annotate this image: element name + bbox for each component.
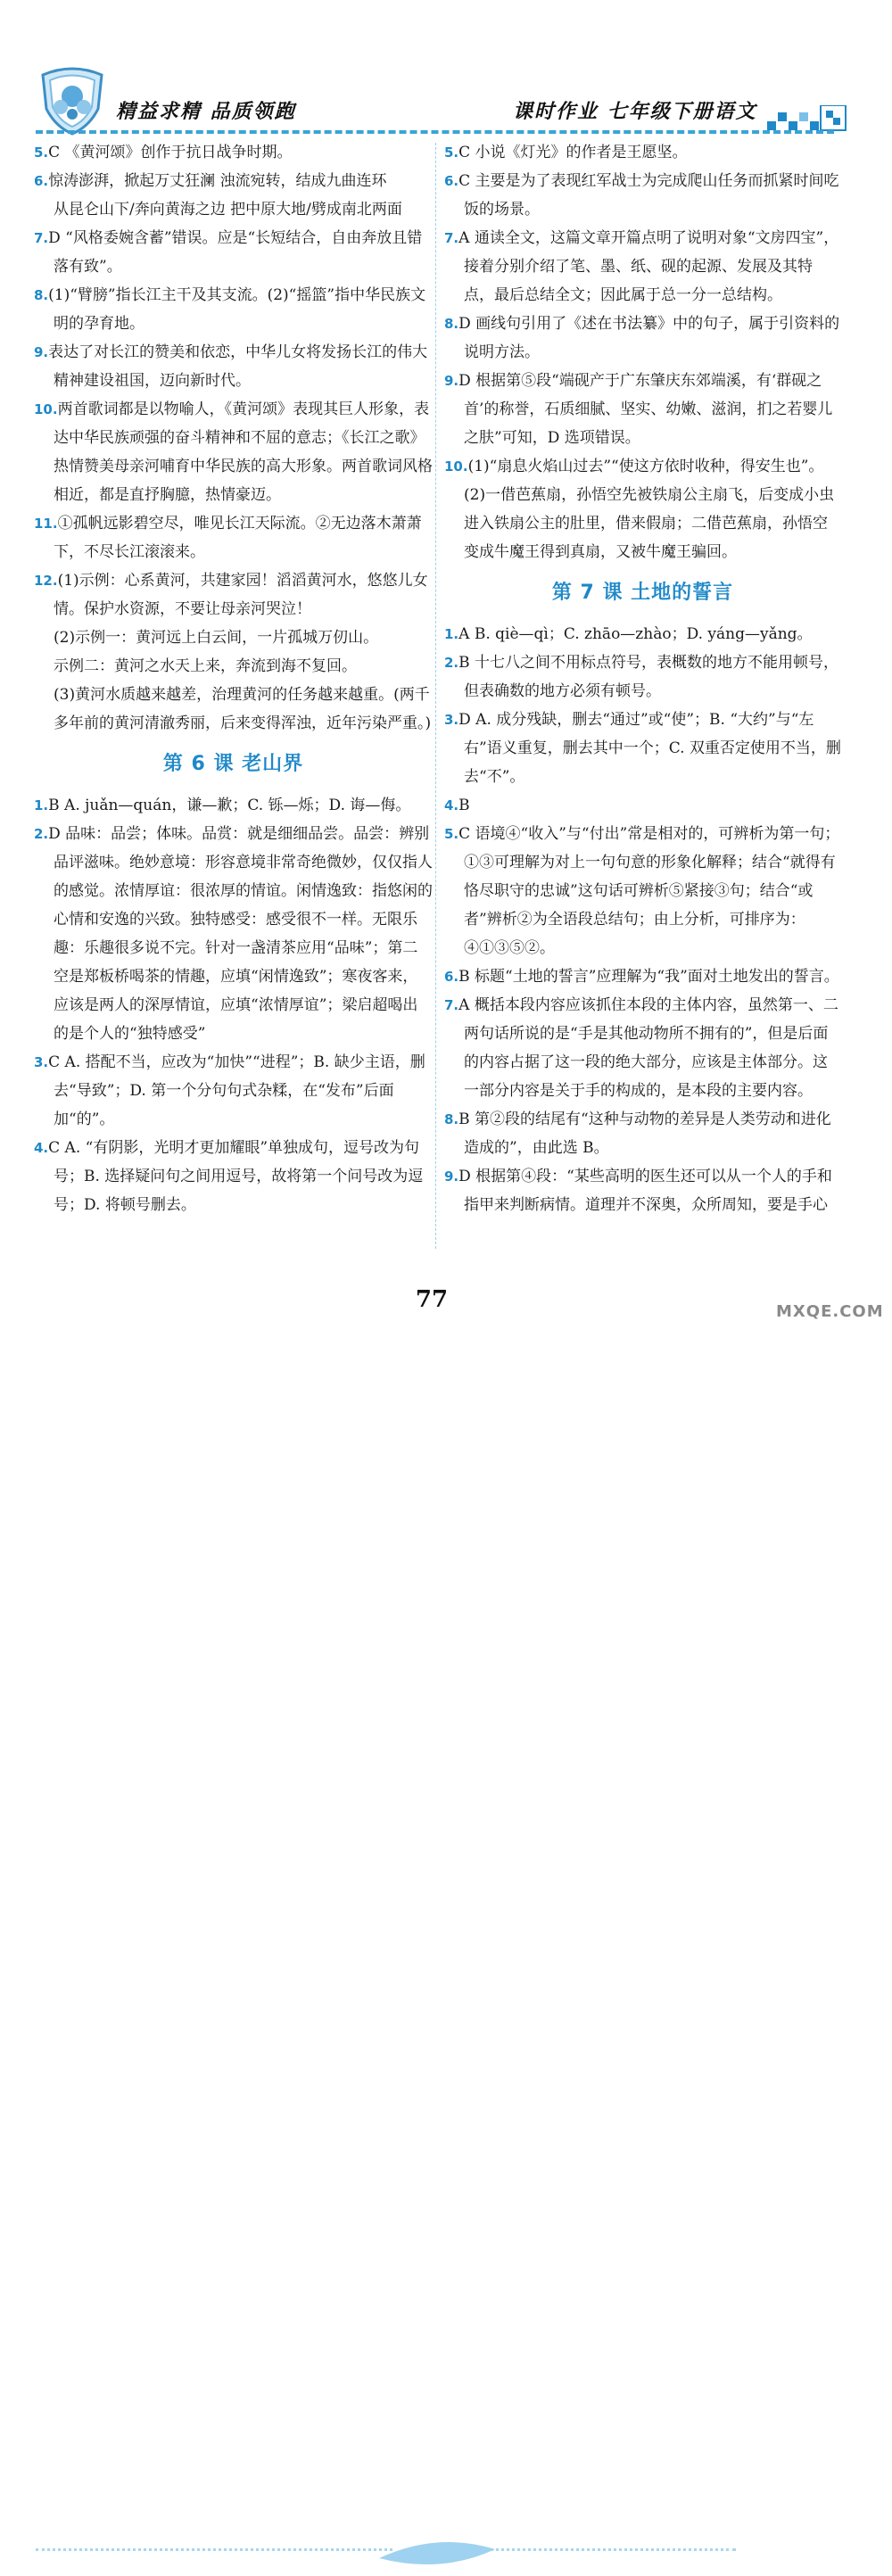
answer-text: A B. qiè—qì；C. zhāo—zhào；D. yáng—yǎng。 xyxy=(458,625,813,643)
answer-text: B 标题“土地的誓言”应理解为“我”面对土地发出的誓言。 xyxy=(458,968,839,986)
answer-item xyxy=(34,224,433,281)
answer-text: 两首歌词都是以物喻人，《黄河颂》表现其巨人形象，表达中华民族顽强的奋斗精神和不屈的意志；《长江之歌》热情赞美母亲河哺育中华民族的高大形象。两首歌词风格相近，都是直抒胸臆，热情豪迈。 xyxy=(54,400,433,504)
answer-item xyxy=(444,167,841,224)
question-number: 12. xyxy=(34,573,58,589)
answer-text: B A. juǎn—quán，谦—歉；C. 铄—烁；D. 诲—侮。 xyxy=(48,797,411,814)
answer-text: 惊涛澎湃，掀起万丈狂澜 浊流宛转，结成九曲连环 xyxy=(48,172,387,190)
answer-item xyxy=(444,138,841,167)
question-number: 3. xyxy=(444,712,459,728)
column-divider xyxy=(435,143,436,1249)
question-number: 5. xyxy=(34,144,49,161)
answer-text: C 小说《灯光》的作者是王愿坚。 xyxy=(458,144,688,161)
right-column xyxy=(444,138,841,1219)
question-number: 3. xyxy=(34,1054,49,1070)
question-number: 4. xyxy=(444,797,459,813)
page-header xyxy=(0,0,892,143)
answer-text: D “风格委婉含蓄”错误。应是“长短结合，自由奔放且错落有致”。 xyxy=(48,229,423,276)
answer-text: D 品味：品尝；体味。品赏：就是细细品尝。品尝：辨别品评滋味。绝妙意境：形容意境非常奇绝微妙，仅仅指人的感觉。浓情厚谊：很浓厚的情谊。闲情逸致：指悠闲的心情和安逸的兴致。独特感受：感受很不一样。无限乐趣：乐趣很多说不完。针对一盏清茶应用“品味”；第二空是郑板桥喝茶的情趣，应填“闲情逸致”；寒夜客来，应该是两人的深厚情谊，应填“浓情厚谊”；梁启超喝出的是个人的“独特感受” xyxy=(48,825,433,1043)
answer-item xyxy=(444,452,841,481)
footer-stripe-left xyxy=(36,2548,392,2562)
answer-item xyxy=(34,395,433,509)
question-number: 6. xyxy=(444,969,459,985)
question-number: 8. xyxy=(444,316,459,332)
answer-text: A 概括本段内容应该抓住本段的主体内容，虽然第一、二两句话所说的是“手是其他动物所不拥有的”，但是后面的内容占据了这一段的绝大部分，应该是主体部分。这一部分内容是关于手的构成的，是本段的主要内容。 xyxy=(458,996,838,1100)
question-number: 10. xyxy=(444,458,468,475)
question-number: 5. xyxy=(444,826,459,842)
answer-text: (1)示例：心系黄河，共建家园！滔滔黄河水，悠悠儿女情。保护水资源，不要让母亲河哭泣！ xyxy=(54,572,428,618)
answer-item xyxy=(444,1105,841,1162)
question-number: 7. xyxy=(444,997,459,1013)
watermark-text: MXQE.COM xyxy=(776,1302,884,1321)
answer-item xyxy=(34,1048,433,1134)
answer-text: D A. 成分残缺，删去“通过”或“使”；B. “大约”与“左右”语义重复，删去其中一个；C. 双重否定使用不当，删去“不”。 xyxy=(458,711,841,786)
answer-item xyxy=(34,509,433,566)
left-column xyxy=(34,138,433,1219)
answer-text: D 根据第④段：“某些高明的医生还可以从一个人的手和指甲来判断病情。道理并不深奥，众所周知，要是手心 xyxy=(458,1168,832,1214)
book-title: 课时作业 七年级下册语文 xyxy=(513,100,757,123)
answer-text: (1)“臂膀”指长江主干及其支流。(2)“摇篮”指中华民族文明的孕育地。 xyxy=(48,286,426,333)
question-number: 5. xyxy=(444,144,459,161)
answer-item xyxy=(444,620,841,648)
answer-item xyxy=(444,224,841,310)
answer-continuation xyxy=(444,481,841,566)
page-number-swoosh-icon xyxy=(375,2531,500,2576)
answer-item xyxy=(34,791,433,820)
answer-text: 从昆仑山下/奔向黄海之边 把中原大地/劈成南北两面 xyxy=(54,201,402,219)
question-number: 1. xyxy=(34,797,49,813)
answer-item xyxy=(444,1162,841,1219)
question-number: 6. xyxy=(444,173,459,189)
question-number: 8. xyxy=(34,287,49,303)
answer-continuation xyxy=(34,652,433,681)
answer-item xyxy=(444,310,841,367)
question-number: 7. xyxy=(34,230,49,246)
answer-item xyxy=(444,706,841,791)
question-number: 11. xyxy=(34,516,58,532)
answer-text: D 根据第⑤段“端砚产于广东肇庆东郊端溪，有‘群砚之首’的称誉，石质细腻、坚实、幼嫩、滋润，扪之若婴儿之肤”可知，D 选项错误。 xyxy=(458,372,833,447)
answer-item xyxy=(34,820,433,1048)
answer-text: B 十七八之间不用标点符号，表概数的地方不能用顿号，但表确数的地方必须有顿号。 xyxy=(458,654,839,700)
school-shield-icon xyxy=(36,62,109,136)
question-number: 4. xyxy=(34,1140,49,1156)
question-number: 6. xyxy=(34,173,49,189)
question-number: 7. xyxy=(444,230,459,246)
answer-item xyxy=(34,167,433,195)
answer-item xyxy=(34,281,433,338)
answer-text: (2)示例一：黄河远上白云间，一片孤城万仞山。 xyxy=(54,629,379,647)
header-rule xyxy=(36,130,834,137)
answer-text: 表达了对长江的赞美和依恋，中华儿女将发扬长江的伟大精神建设祖国，迈向新时代。 xyxy=(48,343,428,390)
answer-item xyxy=(444,820,841,962)
answer-text: ①孤帆远影碧空尽，唯见长江天际流。②无边落木萧萧下，不尽长江滚滚来。 xyxy=(54,515,422,561)
question-number: 9. xyxy=(444,1168,459,1185)
answer-item xyxy=(34,338,433,395)
answer-continuation xyxy=(34,623,433,652)
answer-continuation xyxy=(34,681,433,738)
question-number: 2. xyxy=(444,655,459,671)
lesson-heading: 第 7 课 土地的誓言 xyxy=(551,582,734,604)
lesson-heading: 第 6 课 老山界 xyxy=(162,753,304,775)
answer-item xyxy=(444,991,841,1105)
header-slogan: 精益求精 品质领跑 xyxy=(116,100,296,123)
answer-item xyxy=(34,1134,433,1219)
answer-text: (3)黄河水质越来越差，治理黄河的任务越来越重。(两千多年前的黄河清澈秀丽，后来变得浑浊，近年污染严重。) xyxy=(54,686,432,732)
answer-item xyxy=(444,962,841,991)
answer-item xyxy=(444,648,841,706)
answer-text: C A. 搭配不当，应改为“加快”“进程”；B. 缺少主语，删去“导致”；D. 第一个分句句式杂糅，在“发布”后面加“的”。 xyxy=(48,1053,425,1128)
question-number: 1. xyxy=(444,626,459,642)
answer-text: D 画线句引用了《述在书法纂》中的句子，属于引资料的说明方法。 xyxy=(458,315,840,361)
question-number: 10. xyxy=(34,401,58,417)
answer-text: C 主要是为了表现红军战士为完成爬山任务而抓紧时间吃饭的场景。 xyxy=(458,172,839,219)
answer-item xyxy=(444,367,841,452)
question-number: 2. xyxy=(34,826,49,842)
question-number: 8. xyxy=(444,1111,459,1127)
answer-text: C A. “有阴影，光明才更加耀眼”单独成句，逗号改为句号；B. 选择疑问句之间用逗号，故将第一个问号改为逗号；D. 将顿号删去。 xyxy=(48,1139,424,1214)
question-number: 9. xyxy=(34,344,49,360)
answer-text: (1)“扇息火焰山过去”“使这方依时收种，得安生也”。 xyxy=(467,458,824,475)
footer-stripe-right xyxy=(468,2548,736,2562)
page-number: 77 xyxy=(415,1286,449,1313)
question-number: 9. xyxy=(444,373,459,389)
answer-text: A 通读全文，这篇文章开篇点明了说明对象“文房四宝”，接着分别介绍了笔、墨、纸、砚的起源、发展及其特点，最后总结全文；因此属于总一分一总结构。 xyxy=(458,229,839,304)
answer-text: C 语境④“收入”与“付出”常是相对的，可辨析为第一句；①③可理解为对上一句句意的形象化解释；结合“就得有恪尽职守的忠诚”这句话可辨析⑤紧接③句；结合“或者”辨析②为全语段总结句；由上分析，可排序为：④①③⑤②。 xyxy=(458,825,840,957)
answer-continuation xyxy=(34,195,433,224)
answer-item xyxy=(34,566,433,623)
answer-item xyxy=(34,138,433,167)
answer-text: B 第②段的结尾有“这种与动物的差异是人类劳动和进化造成的”，由此选 B。 xyxy=(458,1110,831,1157)
answer-text: B xyxy=(458,797,470,814)
answer-text: (2)一借芭蕉扇，孙悟空先被铁扇公主扇飞，后变成小虫进入铁扇公主的肚里，借来假扇；二借芭蕉扇，孙悟空变成牛魔王得到真扇，又被牛魔王骗回。 xyxy=(464,486,835,561)
answer-item xyxy=(444,791,841,820)
answer-text: 示例二：黄河之水天上来，奔流到海不复回。 xyxy=(54,657,357,675)
answer-text: C 《黄河颂》创作于抗日战争时期。 xyxy=(48,144,293,161)
